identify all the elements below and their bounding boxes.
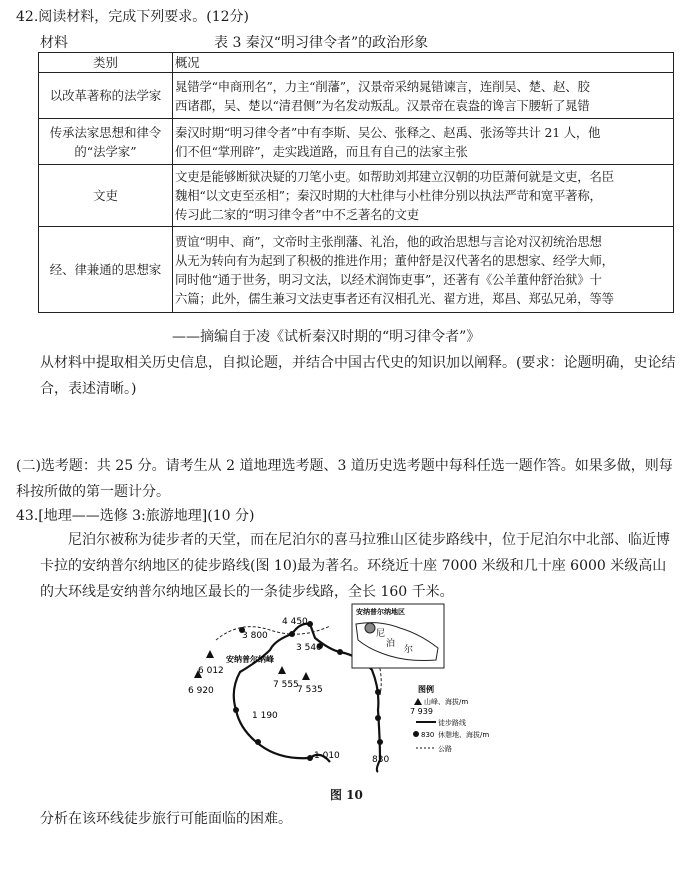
inset-label: 尼 <box>376 629 386 639</box>
table-cell-category: 传承法家思想和律令的“法学家” <box>39 119 173 165</box>
table-cell-overview <box>173 165 674 227</box>
overview-line: 文吏是能够断狱决疑的刀笔小吏。如帮助刘邦建立汉朝的功臣萧何就是文吏，名臣 <box>175 169 614 184</box>
overview-line: 晁错学“申商刑名”，力主“削藩”，汉景帝采纳晁错谏言，连削吴、楚、赵、胶 <box>175 78 590 94</box>
question-43-heading: 43.[地理——选修 3:旅游地理](10 分) <box>16 508 255 524</box>
annapurna-inset-marker <box>365 623 375 633</box>
legend-trail-desc: 徒步路线 <box>438 719 466 727</box>
material-table <box>38 52 674 313</box>
question-43-paragraph: 尼泊尔被称为徒步者的天堂，而在尼泊尔的喜马拉雅山区徒步路线中，位于尼泊尔中北部、临近博卡拉的安纳普尔纳地区的徒步路线(图 10)最为著名。环绕近十座 7000 米级和几十座 6000 米级高山的大环线是安纳普尔纳地区最长的一条徒步线路，全长 160 千米。 <box>40 532 670 600</box>
table-row <box>39 227 674 313</box>
station-label: 3 800 <box>242 631 268 641</box>
question-42-heading: 42.阅读材料，完成下列要求。(12分) <box>16 9 250 25</box>
inset-title: 安纳普尔纳地区 <box>356 608 405 616</box>
annapurna-map <box>180 600 500 785</box>
inset-label: 泊 <box>386 639 396 649</box>
rest-stop-dot <box>289 631 295 637</box>
peak-label: 7 555 <box>273 680 299 690</box>
table-cell-overview <box>173 227 674 313</box>
table-row <box>39 165 674 227</box>
rest-stop-dot <box>377 739 383 745</box>
annapurna-peak-label: 安纳普尔纳峰 <box>226 655 274 664</box>
rest-stop-dot <box>307 621 313 627</box>
table-header-overview: 概况 <box>173 53 674 73</box>
peak-icon <box>206 650 214 658</box>
table-cell-category: 以改革著称的法学家 <box>39 73 173 119</box>
table-header-category: 类别 <box>39 53 173 73</box>
overview-line: 同时他“通于世务，明习文法，以经术润饰吏事”，还著有《公羊董仲舒治狱》十 <box>175 271 602 287</box>
material-source: ——摘编自于凌《试析秦汉时期的“明习律令者”》 <box>172 329 481 345</box>
table-row <box>39 119 674 165</box>
overview-line: 贾谊“明申、商”，文帝时主张削藩、礼治，他的政治思想与言论对汉初统治思想 <box>175 233 602 249</box>
overview-line: 西诸郡，吴、楚以“清君侧”为名发动叛乱。汉景帝在袁盎的谗言下腰斩了晁错 <box>175 97 590 113</box>
peak-label: 6 920 <box>188 686 214 696</box>
peak-icon <box>278 666 286 674</box>
table-row <box>39 73 674 119</box>
overview-line: 从无为转向有为起到了积极的推进作用；董仲舒是汉代著名的思想家、经学大师， <box>175 252 614 268</box>
question-43-task: 分析在该环线徒步旅行可能面临的困难。 <box>40 811 292 827</box>
table-title: 表 3 秦汉“明习律令者”的政治形象 <box>214 35 429 51</box>
map-legend <box>410 684 489 753</box>
station-label: 1 190 <box>252 711 278 721</box>
legend-peak-sample: 7 939 <box>410 707 433 716</box>
question-42-requirement: 从材料中提取相关历史信息，自拟论题，并结合中国古代史的知识加以阐释。(要求：论题明确，史论结合，表述清晰。) <box>40 355 676 397</box>
peak-label: 6 012 <box>198 666 224 676</box>
legend-station-sample: 830 <box>421 731 435 739</box>
rest-stop-dot <box>375 689 381 695</box>
peak-label: 7 535 <box>297 685 323 695</box>
peak-icon <box>302 672 310 680</box>
rest-stop-dot <box>375 715 381 721</box>
table-cell-category: 文吏 <box>39 165 173 227</box>
overview-line: 魏相“以文吏至丞相”；秦汉时期的大杜律与小杜律分别以执法严苛和宽平著称， <box>175 188 602 203</box>
legend-station-dot <box>413 731 419 737</box>
inset-label: 尔 <box>404 645 414 655</box>
table-cell-overview <box>173 119 674 165</box>
figure-caption: 图 10 <box>330 788 363 802</box>
rest-stop-dot <box>255 739 261 745</box>
rest-stop-dot <box>337 649 343 655</box>
rest-stop-dot <box>233 707 239 713</box>
table-cell-overview <box>173 73 674 119</box>
station-label: 4 450 <box>282 617 308 627</box>
station-label: 1 010 <box>314 751 340 761</box>
station-label: 3 540 <box>296 643 322 653</box>
overview-line: 传习此二家的“明习律令者”中不乏著名的文吏 <box>175 207 419 222</box>
legend-peak-desc: 山峰、海拔/m <box>424 698 469 706</box>
rest-stop-dot <box>307 755 313 761</box>
material-label: 材料 <box>40 35 68 51</box>
overview-line: 们不但“掌刑辟”，走实践道路，而且有自己的法家主张 <box>175 143 468 159</box>
station-label: 830 <box>372 755 390 765</box>
table-cell-category: 经、律兼通的思想家 <box>39 227 173 313</box>
legend-station-desc: 休憩地、海拔/m <box>438 731 490 739</box>
overview-line: 秦汉时期“明习律令者”中有李斯、吴公、张释之、赵禹、张汤等共计 21 人，他 <box>175 124 601 140</box>
legend-peak-icon <box>414 698 422 705</box>
section-2-instructions: (二)选考题：共 25 分。请考生从 2 道地理选考题、3 道历史选考题中每科任选一题作答。如果多做，则每科按所做的第一题计分。 <box>16 458 673 500</box>
legend-title: 图例 <box>418 685 434 694</box>
overview-line: 六篇；此外，儒生兼习文法吏事者还有汉相孔光、翟方进，郑昌、郑弘兄弟，等等 <box>175 290 614 306</box>
legend-road-desc: 公路 <box>438 745 452 753</box>
